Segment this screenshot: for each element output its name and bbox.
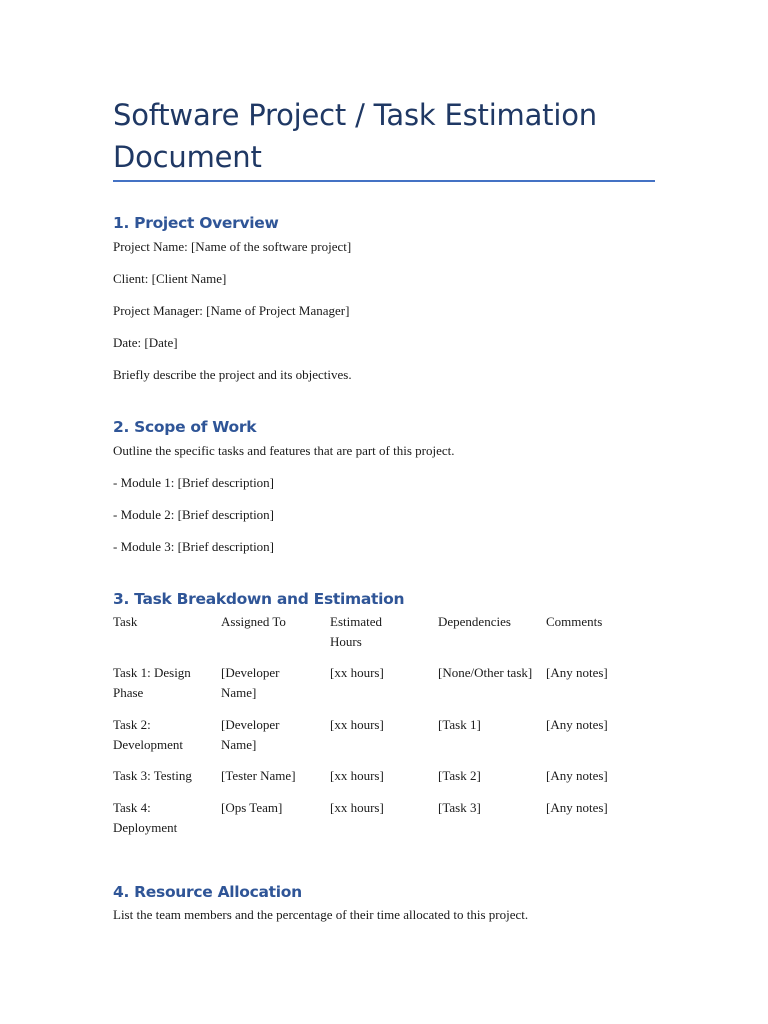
table-cell-assigned-to: [Developer Name] [221,717,280,752]
column-header-task: Task [113,614,138,629]
table-cell-estimated-hours: [xx hours] [330,800,384,815]
table-cell-task: Task 1: Design Phase [113,665,191,700]
table-cell-comments: [Any notes] [546,800,608,815]
project-name-line: Project Name: [Name of the software project] [113,239,352,254]
table-cell-assigned-to: [Ops Team] [221,800,283,815]
table-cell-dependencies: [Task 2] [438,768,481,783]
column-header-assigned-to: Assigned To [221,614,286,629]
table-cell-dependencies: [None/Other task] [438,665,533,680]
section-heading-scope-of-work: 2. Scope of Work [113,418,257,436]
table-cell-assigned-to: [Developer Name] [221,665,280,700]
module-1-line: - Module 1: [Brief description] [113,475,275,490]
client-line: Client: [Client Name] [113,271,227,286]
table-cell-comments: [Any notes] [546,665,608,680]
table-cell-comments: [Any notes] [546,717,608,732]
date-line: Date: [Date] [113,335,178,350]
column-header-comments: Comments [546,614,603,629]
table-cell-comments: [Any notes] [546,768,608,783]
section-heading-resource-allocation: 4. Resource Allocation [113,883,302,901]
table-cell-assigned-to: [Tester Name] [221,768,296,783]
table-cell-estimated-hours: [xx hours] [330,717,384,732]
column-header-dependencies: Dependencies [438,614,511,629]
document-title: Software Project / Task Estimation Document [113,98,597,174]
project-manager-line: Project Manager: [Name of Project Manager] [113,303,350,318]
overview-description: Briefly describe the project and its objectives. [113,367,352,382]
section-heading-project-overview: 1. Project Overview [113,214,279,232]
module-2-line: - Module 2: [Brief description] [113,507,275,522]
module-3-line: - Module 3: [Brief description] [113,539,275,554]
table-cell-task: Task 4: Deployment [113,800,178,835]
column-header-estimated-hours: Estimated Hours [330,614,382,649]
table-cell-estimated-hours: [xx hours] [330,665,384,680]
resource-allocation-intro: List the team members and the percentage of their time allocated to this project. [113,907,529,922]
title-underline [113,180,655,182]
table-cell-dependencies: [Task 3] [438,800,481,815]
scope-intro: Outline the specific tasks and features that are part of this project. [113,443,455,458]
section-heading-task-breakdown: 3. Task Breakdown and Estimation [113,590,405,608]
table-cell-task: Task 3: Testing [113,768,192,783]
table-cell-dependencies: [Task 1] [438,717,481,732]
table-cell-task: Task 2: Development [113,717,184,752]
table-cell-estimated-hours: [xx hours] [330,768,384,783]
